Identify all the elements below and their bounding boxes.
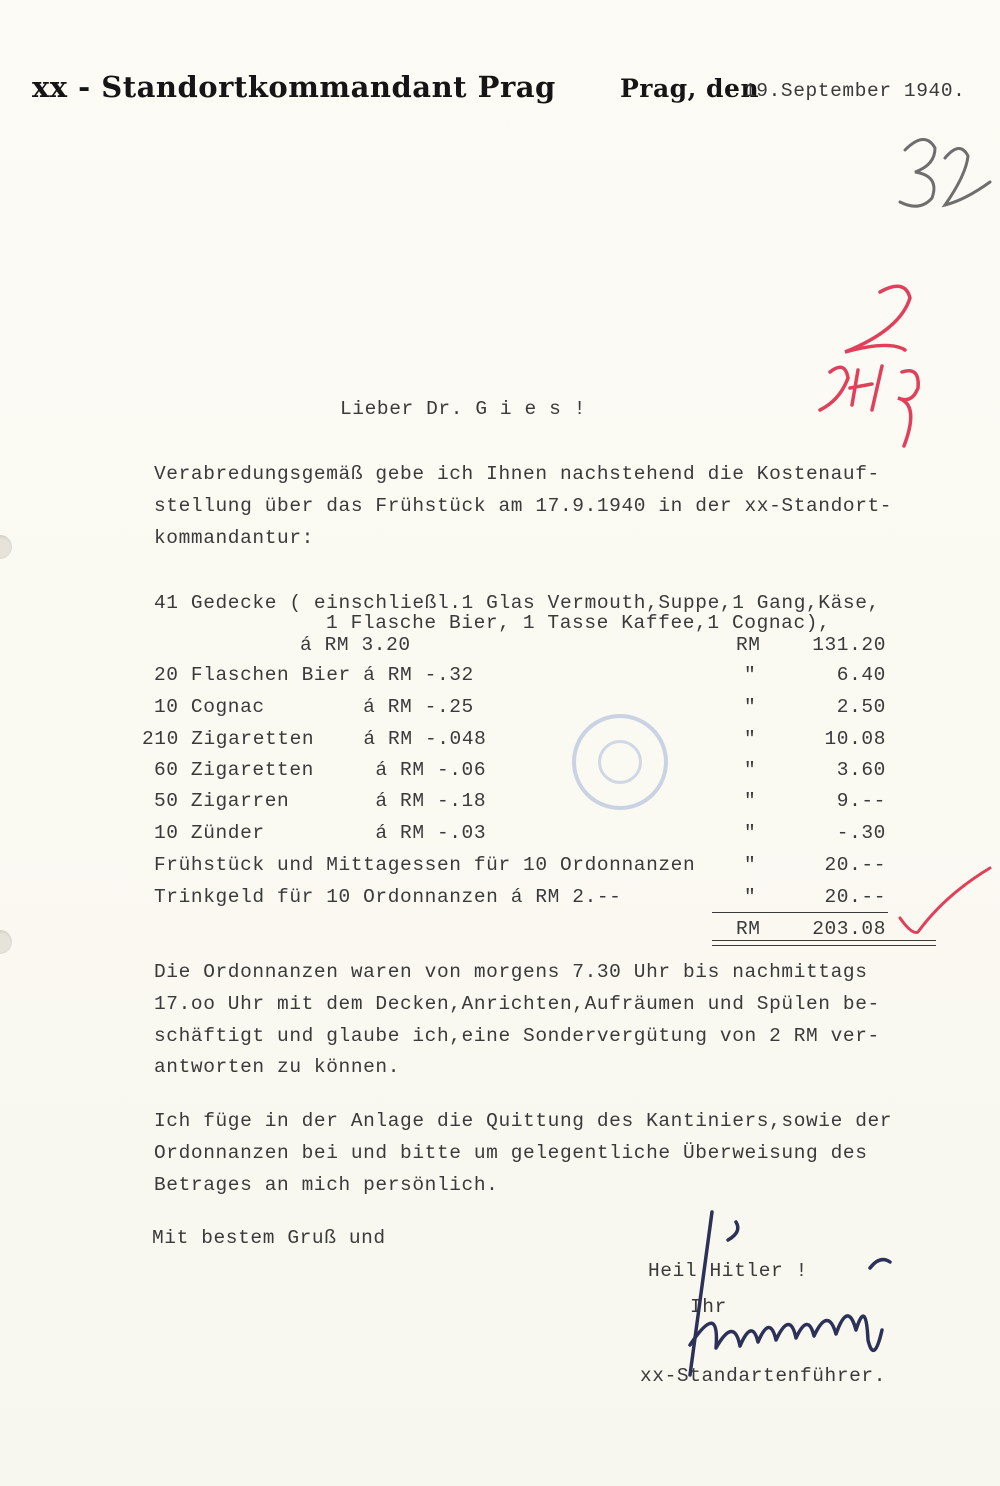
rank-line: хх-Standartenführer. xyxy=(640,1365,887,1387)
ditto-mark: " xyxy=(744,822,757,844)
main-item-line: 1 Flasche Bier, 1 Tasse Kaffee,1 Cognac), xyxy=(326,612,831,634)
paragraph-line: 17.oo Uhr mit dem Decken,Anrichten,Aufräumen und Spülen be- xyxy=(154,993,880,1015)
item-desc: Trinkgeld für 10 Ordonnanzen á RM 2.-- xyxy=(154,886,622,908)
ihr-line: Ihr xyxy=(690,1296,727,1318)
total-currency: RM xyxy=(736,918,761,940)
ditto-mark: " xyxy=(744,664,757,686)
main-item-currency: RM xyxy=(736,634,761,656)
red-pencil-note xyxy=(820,286,918,446)
intro-line: stellung über das Frühstück am 17.9.1940 in der хх-Standort- xyxy=(154,495,893,517)
ditto-mark: " xyxy=(744,696,757,718)
item-amount: 10.08 xyxy=(824,728,886,750)
item-amount: 6.40 xyxy=(836,664,886,686)
paragraph-line: Ich füge in der Anlage die Quittung des Kantiniers,sowie der xyxy=(154,1110,893,1132)
letter-date: 19.September 1940. xyxy=(744,80,966,102)
ditto-mark: " xyxy=(744,790,757,812)
heil-line: Heil Hitler ! xyxy=(648,1260,808,1282)
red-check-mark xyxy=(900,868,990,932)
letterhead-title: хх - Standortkommandant Prag xyxy=(32,70,556,104)
ditto-mark: " xyxy=(744,759,757,781)
item-desc: 10 Zünder á RM -.03 xyxy=(154,822,487,844)
paragraph-line: Ordonnanzen bei und bitte um gelegentliche Überweisung des xyxy=(154,1142,868,1164)
item-desc: Frühstück und Mittagessen für 10 Ordonnanzen xyxy=(154,854,696,876)
item-amount: 9.-- xyxy=(836,790,886,812)
letterhead-place: Prag, den xyxy=(620,74,760,103)
item-desc: 210 Zigaretten á RM -.048 xyxy=(142,728,487,750)
item-desc: 20 Flaschen Bier á RM -.32 xyxy=(154,664,474,686)
item-amount: -.30 xyxy=(836,822,886,844)
total-amount: 203.08 xyxy=(812,918,886,940)
signature-handwriting xyxy=(690,1212,890,1375)
item-desc: 10 Cognac á RM -.25 xyxy=(154,696,474,718)
ditto-mark: " xyxy=(744,886,757,908)
paragraph-line: Betrages an mich persönlich. xyxy=(154,1174,499,1196)
main-item-price: á RM 3.20 xyxy=(300,634,411,656)
closing: Mit bestem Gruß und xyxy=(152,1227,386,1249)
ditto-mark: " xyxy=(744,728,757,750)
item-desc: 60 Zigaretten á RM -.06 xyxy=(154,759,487,781)
ditto-mark: " xyxy=(744,854,757,876)
paragraph-line: schäftigt und glaube ich,eine Sondervergütung von 2 RM ver- xyxy=(154,1025,880,1047)
intro-line: Verabredungsgemäß gebe ich Ihnen nachstehend die Kostenauf- xyxy=(154,463,880,485)
item-amount: 20.-- xyxy=(824,886,886,908)
intro-line: kommandantur: xyxy=(154,527,314,549)
item-desc: 50 Zigarren á RM -.18 xyxy=(154,790,487,812)
item-amount: 2.50 xyxy=(836,696,886,718)
salutation: Lieber Dr. G i e s ! xyxy=(340,398,587,420)
paragraph-line: Die Ordonnanzen waren von morgens 7.30 Uhr bis nachmittags xyxy=(154,961,868,983)
item-amount: 20.-- xyxy=(824,854,886,876)
main-item-line: 41 Gedecke ( einschließl.1 Glas Vermouth,Suppe,1 Gang,Käse, xyxy=(154,592,880,614)
main-item-amount: 131.20 xyxy=(812,634,886,656)
archive-number-handwriting xyxy=(900,139,990,206)
paragraph-line: antworten zu können. xyxy=(154,1056,401,1078)
item-amount: 3.60 xyxy=(836,759,886,781)
